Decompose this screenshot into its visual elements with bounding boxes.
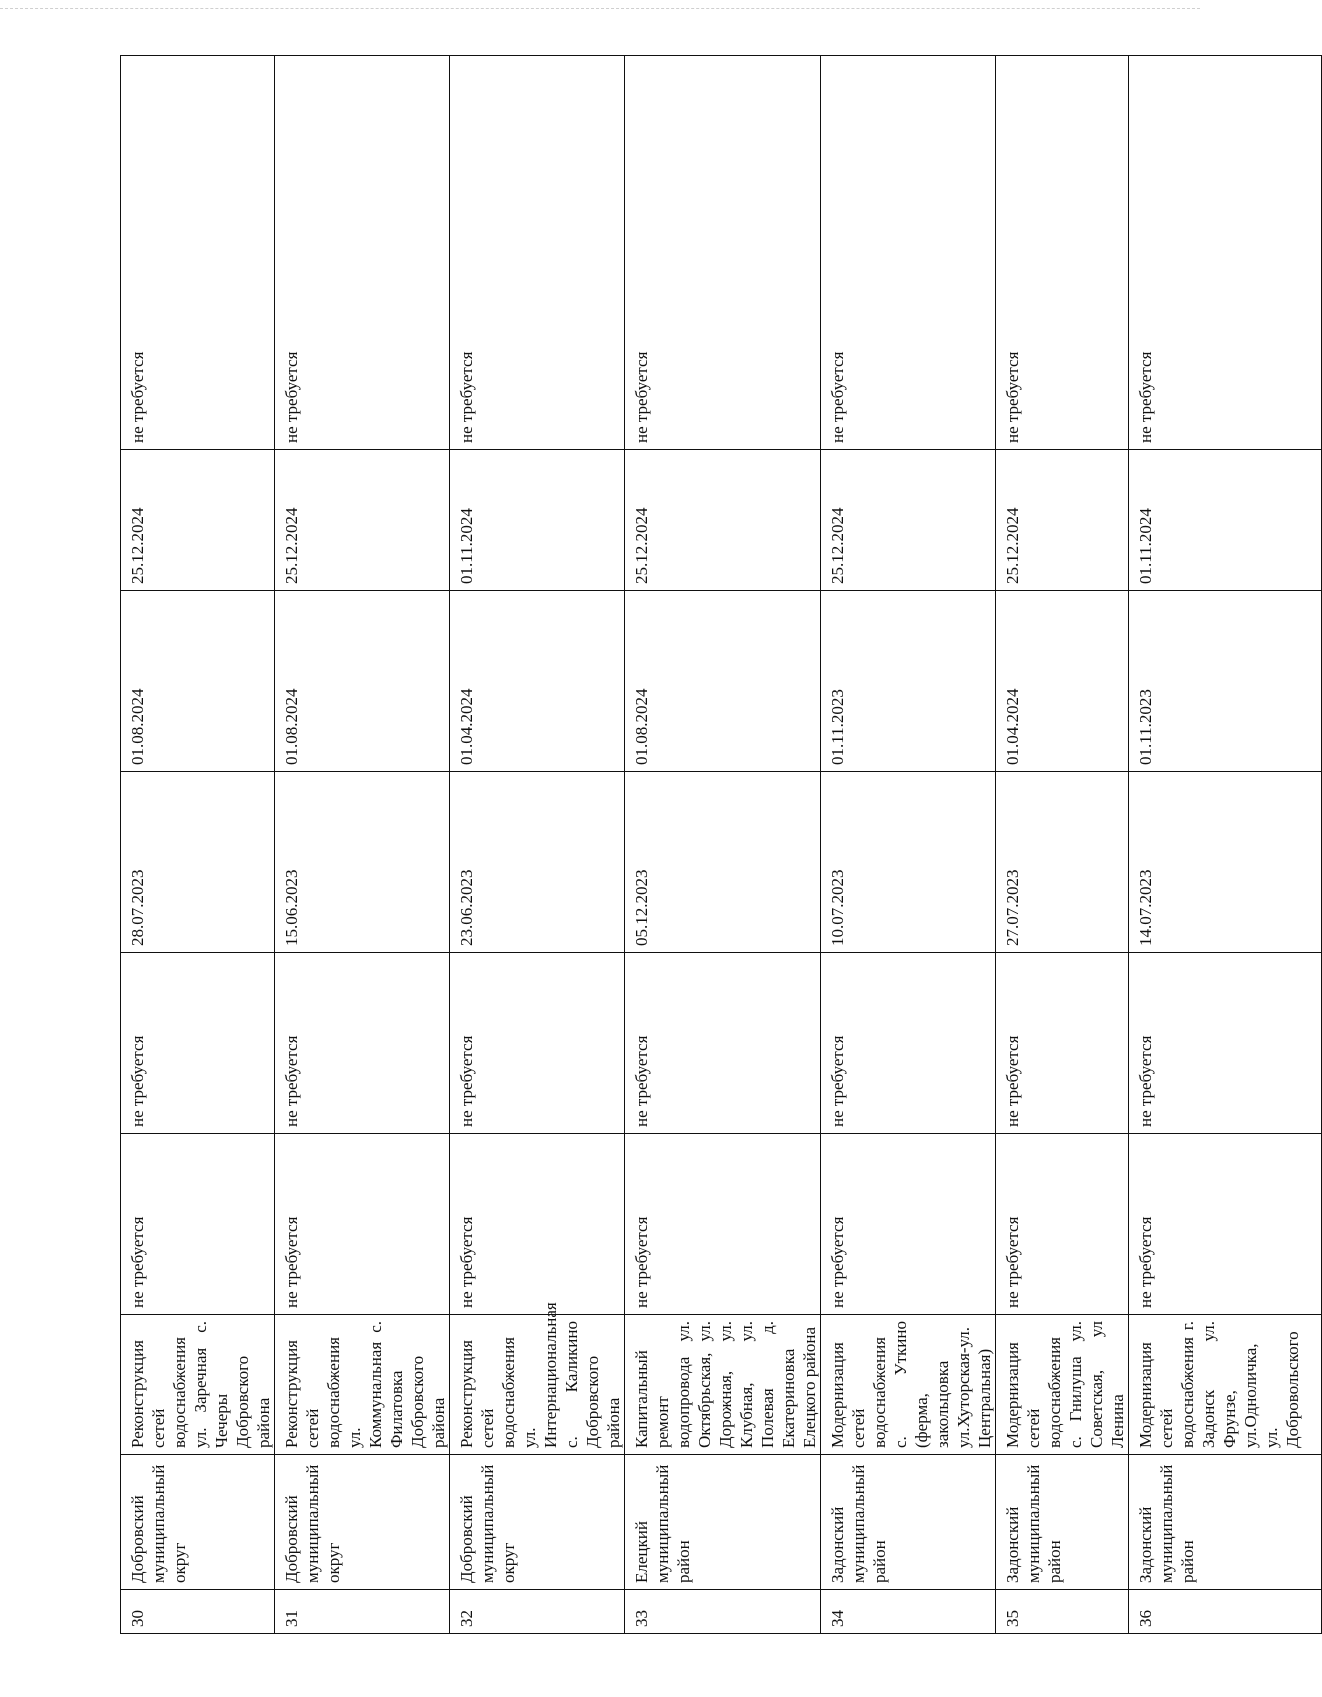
expertise-cell: не требуется [275, 953, 450, 1134]
date-cell: 05.12.2023 [625, 772, 821, 953]
row-number: 32 [450, 1590, 625, 1634]
row-number: 35 [996, 1590, 1129, 1634]
object-cell: Модернизация сетей водоснабжения с. Уткино (ферма, закольцовка ул.Хуторская-ул. Центральная) [821, 1315, 996, 1455]
object-cell: Реконструкция сетей водоснабжения ул. Интернациональная с. Каликино Добровского района [450, 1315, 625, 1455]
start-date-cell: 01.11.2023 [821, 591, 996, 772]
start-date-cell: 01.04.2024 [996, 591, 1129, 772]
date-cell: 28.07.2023 [121, 772, 275, 953]
row-number: 34 [821, 1590, 996, 1634]
start-date-cell: 01.08.2024 [275, 591, 450, 772]
start-date-cell: 01.08.2024 [625, 591, 821, 772]
note-cell: не требуется [450, 56, 625, 450]
municipality-cell: Добровский муниципальный округ [450, 1455, 625, 1590]
expertise-cell: не требуется [1129, 1134, 1322, 1315]
date-cell: 27.07.2023 [996, 772, 1129, 953]
object-cell: Реконструкция сетей водоснабжения ул. Коммунальная с. Филатовка Добровского района [275, 1315, 450, 1455]
start-date-cell: 01.04.2024 [450, 591, 625, 772]
note-cell: не требуется [625, 56, 821, 450]
note-cell: не требуется [996, 56, 1129, 450]
end-date-cell: 25.12.2024 [821, 450, 996, 591]
expertise-cell: не требуется [996, 953, 1129, 1134]
table-row [1129, 56, 1322, 1634]
row-number: 33 [625, 1590, 821, 1634]
end-date-cell: 25.12.2024 [121, 450, 275, 591]
expertise-cell: не требуется [625, 953, 821, 1134]
expertise-cell: не требуется [450, 953, 625, 1134]
table-row [450, 56, 625, 1634]
expertise-cell: не требуется [821, 1134, 996, 1315]
table-row [996, 56, 1129, 1634]
row-number: 36 [1129, 1590, 1322, 1634]
municipality-cell: Задонский муниципальный район [821, 1455, 996, 1590]
end-date-cell: 01.11.2024 [450, 450, 625, 591]
object-cell: Модернизация сетей водоснабжения г. Задонск ул. Фрунзе, ул.Одноличка, ул. Добровольского [1129, 1315, 1322, 1455]
table-row [625, 56, 821, 1634]
row-number: 31 [275, 1590, 450, 1634]
date-cell: 23.06.2023 [450, 772, 625, 953]
note-cell: не требуется [121, 56, 275, 450]
start-date-cell: 01.11.2023 [1129, 591, 1322, 772]
expertise-cell: не требуется [1129, 953, 1322, 1134]
expertise-cell: не требуется [821, 953, 996, 1134]
object-cell: Модернизация сетей водоснабжения с. Гнилуша ул. Советская, ул Ленина [996, 1315, 1129, 1455]
municipality-cell: Добровский муниципальный округ [275, 1455, 450, 1590]
date-cell: 14.07.2023 [1129, 772, 1322, 953]
table-row [121, 56, 275, 1634]
object-cell: Реконструкция сетей водоснабжения ул. Заречная с. Чечеры Добровского района [121, 1315, 275, 1455]
row-number: 30 [121, 1590, 275, 1634]
note-cell: не требуется [1129, 56, 1322, 450]
expertise-cell: не требуется [275, 1134, 450, 1315]
expertise-cell: не требуется [121, 1134, 275, 1315]
end-date-cell: 25.12.2024 [275, 450, 450, 591]
expertise-cell: не требуется [450, 1134, 625, 1315]
date-cell: 15.06.2023 [275, 772, 450, 953]
municipality-cell: Задонский муниципальный район [996, 1455, 1129, 1590]
end-date-cell: 01.11.2024 [1129, 450, 1322, 591]
municipality-cell: Задонский муниципальный район [1129, 1455, 1322, 1590]
object-cell: Капитальный ремонт водопровода ул. Октябрьская, ул. Дорожная, ул. Клубная, ул. Полевая д. Екатериновка Елецкого района [625, 1315, 821, 1455]
start-date-cell: 01.08.2024 [121, 591, 275, 772]
municipality-cell: Добровский муниципальный округ [121, 1455, 275, 1590]
table-row [275, 56, 450, 1634]
municipality-cell: Елецкий муниципальный район [625, 1455, 821, 1590]
table-frame [120, 56, 1302, 1634]
expertise-cell: не требуется [996, 1134, 1129, 1315]
expertise-cell: не требуется [121, 953, 275, 1134]
scan-edge-line [0, 8, 1200, 9]
end-date-cell: 25.12.2024 [625, 450, 821, 591]
note-cell: не требуется [275, 56, 450, 450]
expertise-cell: не требуется [625, 1134, 821, 1315]
date-cell: 10.07.2023 [821, 772, 996, 953]
note-cell: не требуется [821, 56, 996, 450]
objects-table [120, 55, 1322, 1634]
table-row [821, 56, 996, 1634]
end-date-cell: 25.12.2024 [996, 450, 1129, 591]
